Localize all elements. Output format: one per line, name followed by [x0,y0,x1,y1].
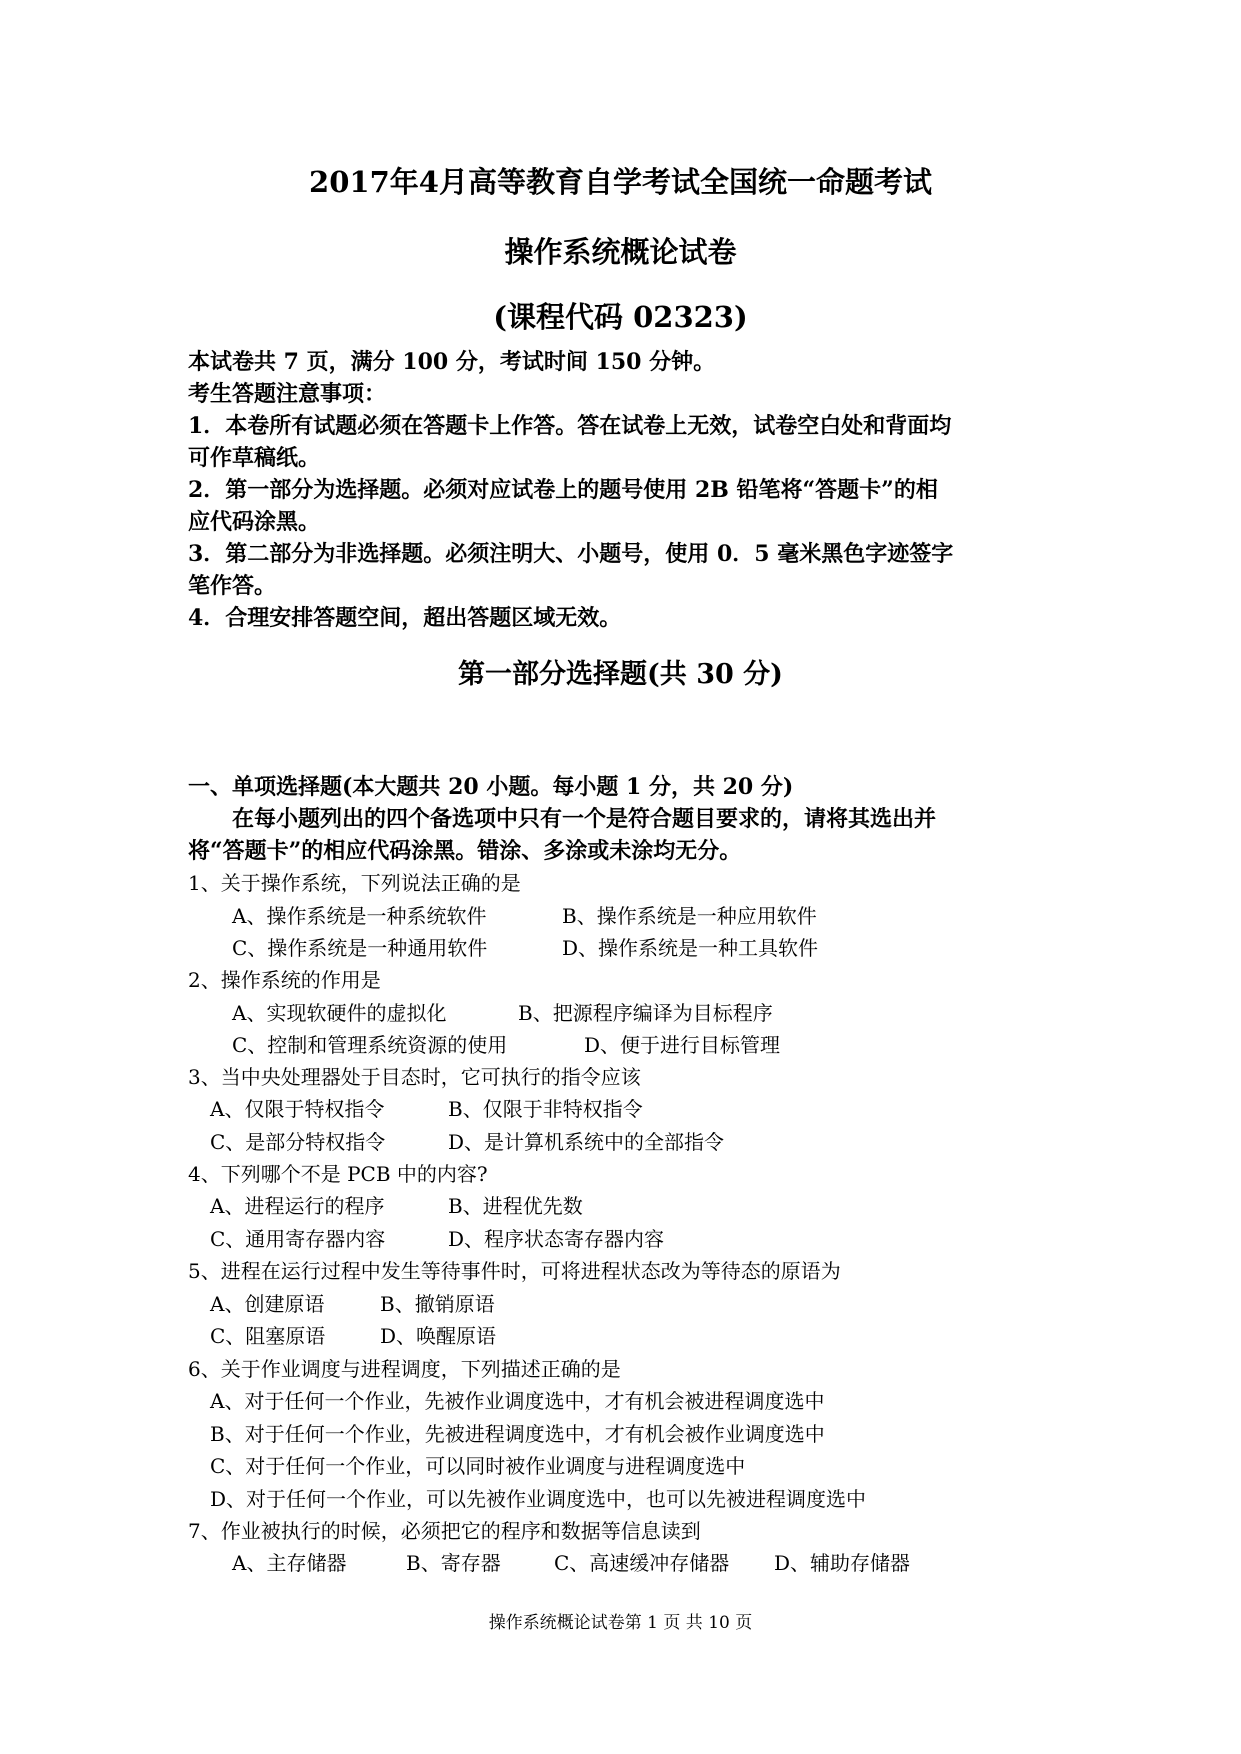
option-d: D、唤醒原语 [380,1324,497,1348]
section-note: 将“答题卡”的相应代码涂黑。错涂、多涂或未涂均无分。 [188,838,742,864]
option-b: B、把源程序编译为目标程序 [518,1001,773,1025]
option-b: B、寄存器 [406,1551,501,1575]
option-b: B、撤销原语 [380,1292,495,1316]
notice-item: 4．合理安排答题空间，超出答题区域无效。 [188,605,622,631]
option-a: A、主存储器 [232,1551,347,1575]
option-a: A、创建原语 [210,1292,325,1316]
paper-title: 操作系统概论试卷 [504,235,737,269]
option-b: B、操作系统是一种应用软件 [562,904,817,928]
option-a: A、实现软硬件的虚拟化 [232,1001,447,1025]
question-stem: 1、关于操作系统，下列说法正确的是 [188,871,521,895]
notice-item: 应代码涂黑。 [188,509,321,535]
section-heading: 一、单项选择题(本大题共 20 小题。每小题 1 分，共 20 分) [188,774,794,800]
course-code: (课程代码 02323) [493,300,748,334]
option-a: A、进程运行的程序 [210,1194,385,1218]
option-c: C、通用寄存器内容 [210,1227,386,1251]
question-stem: 3、当中央处理器处于目态时，它可执行的指令应该 [188,1065,641,1089]
option-a: A、对于任何一个作业，先被作业调度选中，才有机会被进程调度选中 [210,1389,825,1413]
question-stem: 7、作业被执行的时候，必须把它的程序和数据等信息读到 [188,1519,701,1543]
question-stem: 4、下列哪个不是 PCB 中的内容? [188,1162,488,1186]
option-d: D、便于进行目标管理 [584,1033,781,1057]
question-stem: 6、关于作业调度与进程调度，下列描述正确的是 [188,1357,621,1381]
question-stem: 2、操作系统的作用是 [188,968,381,992]
option-c: C、是部分特权指令 [210,1130,386,1154]
notice-item: 1．本卷所有试题必须在答题卡上作答。答在试卷上无效，试卷空白处和背面均 [188,413,952,439]
option-b: B、对于任何一个作业，先被进程调度选中，才有机会被作业调度选中 [210,1422,825,1446]
option-c: C、高速缓冲存储器 [554,1551,730,1575]
option-d: D、对于任何一个作业，可以先被作业调度选中，也可以先被进程调度选中 [210,1487,867,1511]
section-note: 在每小题列出的四个备选项中只有一个是符合题目要求的，请将其选出并 [232,806,937,832]
page-footer: 操作系统概论试卷第 1 页 共 10 页 [488,1613,753,1633]
option-d: D、程序状态寄存器内容 [448,1227,665,1251]
notice-item: 笔作答。 [188,573,277,599]
option-a: A、操作系统是一种系统软件 [232,904,487,928]
option-d: D、是计算机系统中的全部指令 [448,1130,725,1154]
option-c: C、对于任何一个作业，可以同时被作业调度与进程调度选中 [210,1454,746,1478]
notice-item: 可作草稿纸。 [188,445,321,471]
notice-heading: 考生答题注意事项： [188,381,387,407]
question-stem: 5、进程在运行过程中发生等待事件时，可将进程状态改为等待态的原语为 [188,1259,841,1283]
option-c: C、控制和管理系统资源的使用 [232,1033,508,1057]
option-d: D、操作系统是一种工具软件 [562,936,819,960]
part-one-title: 第一部分选择题(共 30 分) [458,659,783,690]
notice-item: 2．第一部分为选择题。必须对应试卷上的题号使用 2B 铅笔将“答题卡”的相 [188,477,938,503]
option-b: B、仅限于非特权指令 [448,1097,643,1121]
notice-item: 3．第二部分为非选择题。必须注明大、小题号，使用 0．5 毫米黑色字迹签字 [188,541,954,567]
option-c: C、阻塞原语 [210,1324,326,1348]
exam-summary: 本试卷共 7 页，满分 100 分，考试时间 150 分钟。 [188,349,716,375]
option-d: D、辅助存储器 [774,1551,911,1575]
exam-title: 2017年4月高等教育自学考试全国统一命题考试 [309,165,932,199]
option-b: B、进程优先数 [448,1194,583,1218]
option-c: C、操作系统是一种通用软件 [232,936,488,960]
option-a: A、仅限于特权指令 [210,1097,385,1121]
